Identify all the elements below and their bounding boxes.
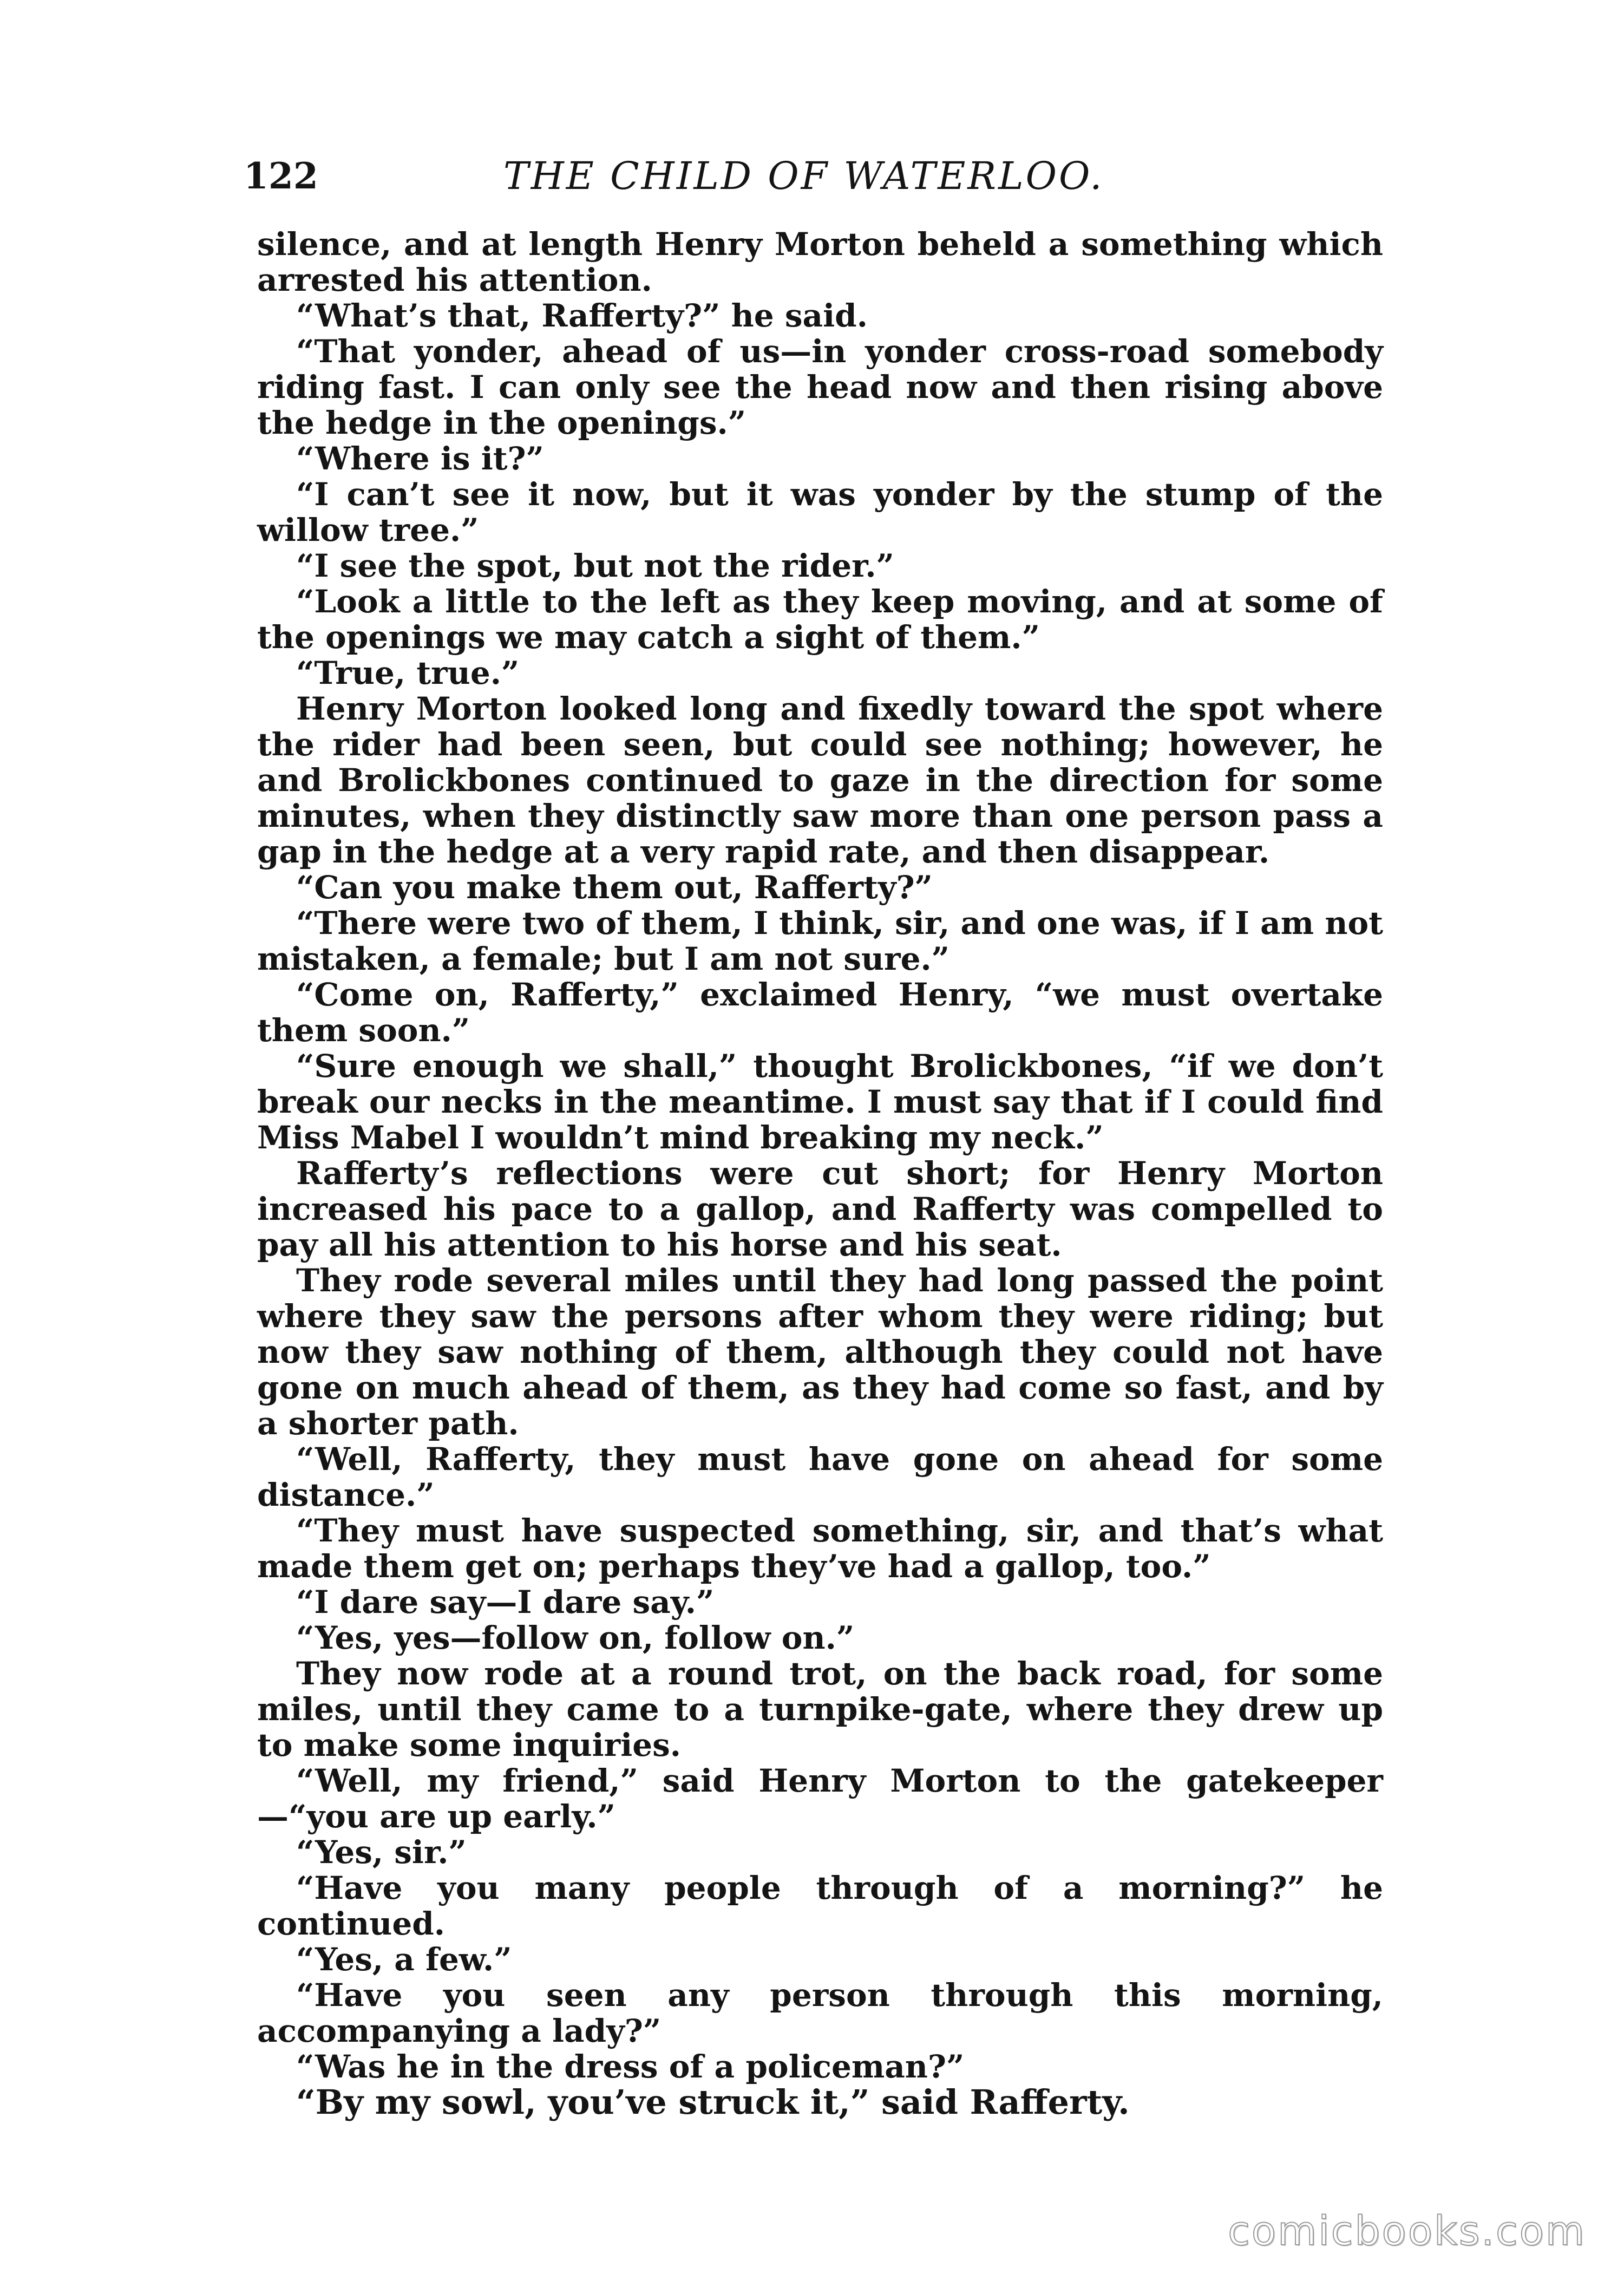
paragraph: “Where is it?” <box>296 440 544 477</box>
paragraph: “There were two of them, I think, sir, and one was, if I am not mistaken, a female; but I am not sure.” <box>257 905 1383 977</box>
paragraph: “What’s that, Rafferty?” he said. <box>296 297 868 334</box>
paragraph: “Yes, sir.” <box>296 1834 467 1871</box>
paragraph: silence, and at length Henry Morton beheld a something which arrested his attention. <box>257 226 1383 298</box>
watermark-text: comicbooks.com <box>1228 2208 1586 2255</box>
paragraph: Rafferty’s reflections were cut short; for Henry Morton increased his pace to a gallop, and Rafferty was compelled to pay all his attention to his horse and his seat. <box>257 1155 1383 1263</box>
paragraph: “That yonder, ahead of us—in yonder cross-road somebody riding fast. I can only see the head now and then rising above the hedge in the openings.” <box>257 333 1383 441</box>
paragraph: “Sure enough we shall,” thought Brolickbones, “if we don’t break our necks in the meantime. I must say that if I could find Miss Mabel I wouldn’t mind breaking my neck.” <box>257 1048 1383 1156</box>
paragraph: “Was he in the dress of a policeman?” <box>296 2048 965 2085</box>
paragraph: Henry Morton looked long and fixedly toward the spot where the rider had been seen, but could see nothing; however, he and Brolickbones continued to gaze in the direction for some minutes, when they distinctly saw more than one person pass a gap in the hedge at a very rapid rate, and then disappear. <box>257 690 1383 870</box>
paragraph: They rode several miles until they had long passed the point where they saw the persons after whom they were riding; but now they saw nothing of them, although they could not have gone on much ahead of them, as they had come so fast, and by a shorter path. <box>257 1262 1383 1442</box>
paragraph: “Well, Rafferty, they must have gone on ahead for some distance.” <box>257 1441 1383 1513</box>
paragraph: “Yes, a few.” <box>296 1941 512 1978</box>
paragraph: “By my sowl, you’ve struck it,” said Rafferty. <box>296 2082 1130 2122</box>
running-title: THE CHILD OF WATERLOO. <box>503 154 1104 198</box>
paragraph: “I see the spot, but not the rider.” <box>296 547 894 584</box>
paragraph: “Have you many people through of a morning?” he continued. <box>257 1870 1383 1942</box>
paragraph: They now rode at a round trot, on the back road, for some miles, until they came to a turnpike-gate, where they drew up to make some inquiries. <box>257 1655 1383 1763</box>
paragraph: “Well, my friend,” said Henry Morton to the gatekeeper—“you are up early.” <box>257 1762 1383 1835</box>
paragraph: “Can you make them out, Rafferty?” <box>296 869 933 906</box>
paragraph: “I can’t see it now, but it was yonder by the stump of the willow tree.” <box>257 476 1383 548</box>
body-text <box>257 226 1383 2120</box>
paragraph: “True, true.” <box>296 655 520 691</box>
paragraph: “Look a little to the left as they keep moving, and at some of the openings we may catch a sight of them.” <box>257 583 1383 656</box>
paragraph: “Yes, yes—follow on, follow on.” <box>296 1619 855 1656</box>
paragraph: “Have you seen any person through this morning, accompanying a lady?” <box>257 1977 1383 2049</box>
paragraph: “They must have suspected something, sir, and that’s what made them get on; perhaps they’ve had a gallop, too.” <box>257 1512 1383 1585</box>
page-number: 122 <box>244 155 318 197</box>
page-header <box>244 146 1391 206</box>
paragraph: “I dare say—I dare say.” <box>296 1584 715 1620</box>
paragraph: “Come on, Rafferty,” exclaimed Henry, “we must overtake them soon.” <box>257 976 1383 1049</box>
